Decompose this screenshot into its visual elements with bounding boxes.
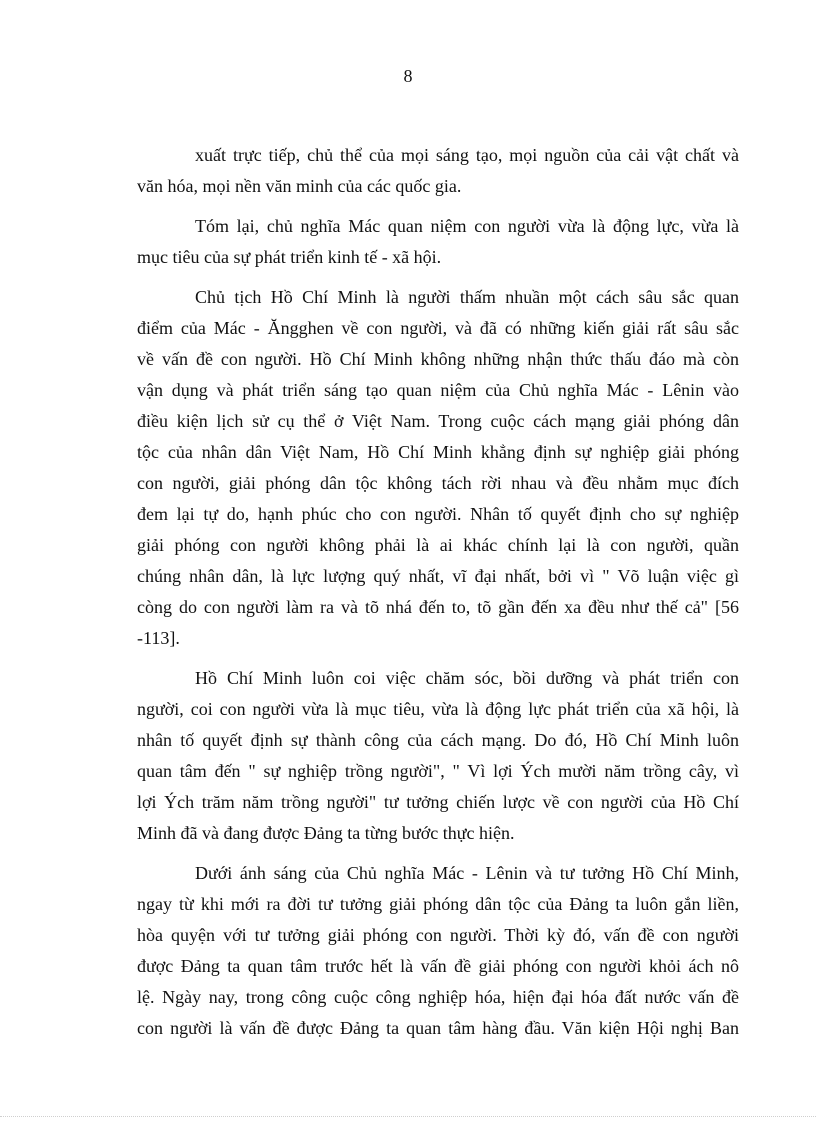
paragraph-spacer bbox=[137, 654, 739, 663]
text-line: Tóm lại, chủ nghĩa Mác quan niệm con người vừa là động lực, vừa là bbox=[195, 216, 739, 236]
text-line: nhân tố quyết định sự thành công của cách mạng. Do đó, Hồ Chí Minh luôn bbox=[137, 730, 739, 750]
text-line: con người, giải phóng dân tộc không tách rời nhau và đều nhằm mục đích bbox=[137, 473, 739, 493]
text-line: mục tiêu của sự phát triển kinh tế - xã hội. bbox=[137, 247, 442, 267]
text-line: điều kiện lịch sử cụ thể ở Việt Nam. Trong cuộc cách mạng giải phóng dân bbox=[137, 411, 739, 431]
document-body bbox=[137, 140, 739, 1044]
paragraph bbox=[137, 663, 739, 849]
text-line: lệ. Ngày nay, trong công cuộc công nghiệp hóa, hiện đại hóa đất nước vấn đề bbox=[137, 987, 739, 1007]
text-line: hòa quyện với tư tưởng giải phóng con người. Thời kỳ đó, vấn đề con người bbox=[137, 925, 739, 945]
text-line: còng do con người làm ra và tõ nhá đến to, tõ gần đến xa đều như thế cả" [56 bbox=[137, 597, 739, 617]
text-line: quan tâm đến " sự nghiệp trồng người", " Vì lợi Ých mười năm trồng cây, vì bbox=[137, 761, 739, 781]
text-line: Hồ Chí Minh luôn coi việc chăm sóc, bồi dưỡng và phát triển con bbox=[195, 668, 739, 688]
paragraph bbox=[137, 140, 739, 202]
text-line: Chủ tịch Hồ Chí Minh là người thấm nhuần một cách sâu sắc quan bbox=[195, 287, 739, 307]
text-line: văn hóa, mọi nền văn minh của các quốc gia. bbox=[137, 176, 462, 196]
text-line: ngay từ khi mới ra đời tư tưởng giải phóng dân tộc của Đảng ta luôn gắn liền, bbox=[137, 894, 739, 914]
text-line: Dưới ánh sáng của Chủ nghĩa Mác - Lênin và tư tưởng Hồ Chí Minh, bbox=[195, 863, 739, 883]
text-line: lợi Ých trăm năm trồng người" tư tưởng chiến lược về con người của Hồ Chí bbox=[137, 792, 739, 812]
page-number: 8 bbox=[403, 66, 413, 86]
text-line: giải phóng con người không phải là ai khác chính lại là con người, quần bbox=[137, 535, 739, 555]
text-line: xuất trực tiếp, chủ thể của mọi sáng tạo, mọi nguồn của cải vật chất và bbox=[195, 145, 739, 165]
paragraph-spacer bbox=[137, 202, 739, 211]
paragraph bbox=[137, 211, 739, 273]
text-line: người, coi con người vừa là mục tiêu, vừa là động lực phát triển của xã hội, là bbox=[137, 699, 739, 719]
paragraph-spacer bbox=[137, 273, 739, 282]
text-line: -113]. bbox=[137, 628, 180, 648]
paragraph bbox=[137, 282, 739, 654]
paragraph-spacer bbox=[137, 849, 739, 858]
text-line: về vấn đề con người. Hồ Chí Minh không những nhận thức thấu đáo mà còn bbox=[137, 349, 739, 369]
text-line: tộc của nhân dân Việt Nam, Hồ Chí Minh khẳng định sự nghiệp giải phóng bbox=[137, 442, 739, 462]
text-line: Minh đã và đang được Đảng ta từng bước thực hiện. bbox=[137, 823, 515, 843]
text-line: đem lại tự do, hạnh phúc cho con người. Nhân tố quyết định cho sự nghiệp bbox=[137, 504, 739, 524]
text-line: vận dụng và phát triển sáng tạo quan niệm của Chủ nghĩa Mác - Lênin vào bbox=[137, 380, 739, 400]
page-bottom-border bbox=[0, 1116, 816, 1117]
text-line: chúng nhân dân, là lực lượng quý nhất, vĩ đại nhất, bởi vì " Võ luận việc gì bbox=[137, 566, 739, 586]
paragraph bbox=[137, 858, 739, 1044]
text-line: điểm của Mác - Ăngghen về con người, và đã có những kiến giải rất sâu sắc bbox=[137, 318, 739, 338]
text-line: được Đảng ta quan tâm trước hết là vấn đề giải phóng con người khỏi ách nô bbox=[137, 956, 739, 976]
text-line: con người là vấn đề được Đảng ta quan tâm hàng đầu. Văn kiện Hội nghị Ban bbox=[137, 1018, 739, 1038]
